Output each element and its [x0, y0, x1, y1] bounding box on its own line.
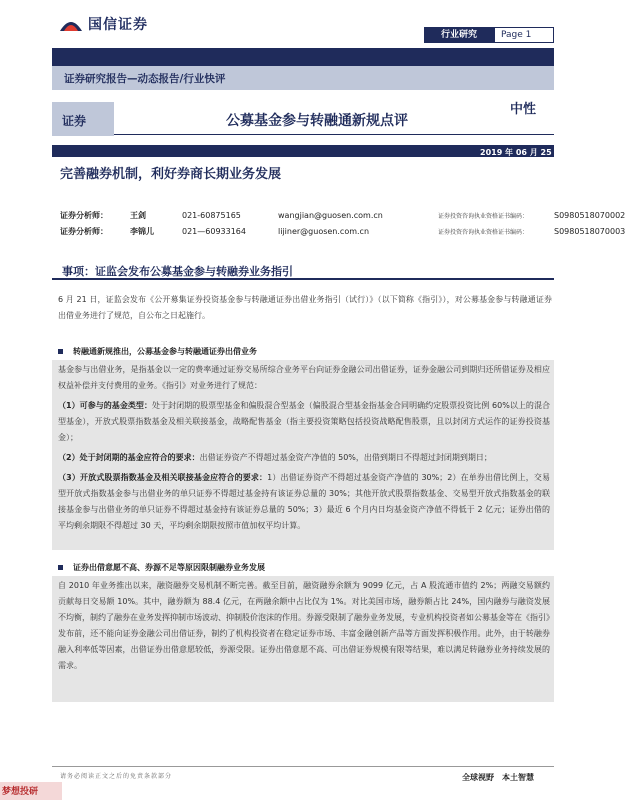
section1-p2 — [58, 398, 550, 446]
footer-disclaimer: 请务必阅读正文之后的免责条款部分 — [60, 773, 173, 780]
section1-p3 — [58, 450, 550, 466]
event-heading: 事项：证监会发布公募基金参与转融券业务指引 — [62, 265, 293, 278]
footer-divider — [52, 766, 554, 767]
headline: 完善融券机制，利好券商长期业务发展 — [60, 167, 282, 182]
analyst-role: 证券分析师： — [60, 227, 108, 236]
analyst-role: 证券分析师： — [60, 211, 108, 220]
brand-name: 国信证券 — [88, 17, 148, 33]
section2-title: 证券出借意愿不高、券源不足等原因限制融券业务发展 — [73, 563, 265, 572]
date-bar — [52, 145, 554, 157]
p3-label: （2）处于封闭期的基金应符合的要求： — [58, 453, 200, 462]
top-bar — [52, 48, 554, 66]
analyst-email[interactable]: wangjian@guosen.com.cn — [278, 211, 383, 220]
section1-body — [58, 362, 550, 534]
title-divider — [114, 134, 554, 135]
cert-number: S0980518070003 — [554, 227, 625, 236]
p2-label: （1）可参与的基金类型： — [58, 401, 152, 410]
analyst-row — [60, 226, 624, 237]
report-date: 2019 年 06 月 25 日 — [480, 148, 563, 157]
p4-label: （3）开放式股票指数基金及相关联接基金应符合的要求： — [58, 473, 268, 482]
report-category: 证券研究报告—动态报告/行业快评 — [64, 73, 226, 85]
section2-bullet — [58, 562, 265, 573]
cert-label: 证券投资咨询执业资格证书编码： — [438, 229, 529, 236]
event-intro: 6 月 21 日，证监会发布《公开募集证券投资基金参与转融通证券出借业务指引（试行）》（以下简称《指引》），对公募基金参与转融通证券出借业务进行了规范，自公布之日起施行。 — [58, 295, 552, 320]
cert-number: S0980518070002 — [554, 211, 625, 220]
report-title: 公募基金参与转融通新规点评 — [226, 113, 408, 129]
analyst-name: 王剑 — [130, 211, 146, 220]
company-logo — [58, 14, 148, 34]
report-type-badge: 行业研究 — [424, 27, 494, 43]
footer-slogan: 全球视野 本土智慧 — [462, 772, 534, 782]
logo-mark-icon — [58, 15, 84, 33]
analyst-name: 李锦儿 — [130, 227, 154, 236]
rating-label: 中性 — [510, 102, 537, 117]
analyst-phone: 021-60875165 — [182, 211, 241, 220]
page-number: Page 1 — [494, 27, 554, 43]
bullet-square-icon — [58, 349, 63, 354]
section1-bullet — [58, 346, 257, 357]
analyst-email[interactable]: lijiner@guosen.com.cn — [278, 227, 370, 236]
section1-p1: 基金参与出借业务，是指基金以一定的费率通过证券交易所综合业务平台向证券金融公司出借证券，证券金融公司到期归还所借证券及相应权益补偿并支付费用的业务。《指引》对业务进行了规范： — [58, 365, 550, 390]
analyst-row — [60, 210, 624, 221]
cert-label: 证券投资咨询执业资格证书编码： — [438, 213, 529, 220]
section1-p4 — [58, 470, 550, 534]
p3-text: 出借证券资产不得超过基金资产净值的 50%，出借到期日不得超过封闭期到期日； — [199, 453, 492, 462]
analyst-phone: 021—60933164 — [182, 227, 246, 236]
section1-title: 转融通新规推出，公募基金参与转融通证券出借业务 — [73, 347, 257, 356]
sector-label: 证券 — [62, 114, 87, 128]
bullet-square-icon — [58, 565, 63, 570]
watermark-text: 梦想投研 — [2, 787, 39, 797]
p4-text: 1）出借证券资产不得超过基金资产净值的 30%；2）在单券出借比例上，交易型开放式指数基金参与出借业务的单只证券不得超过基金持有该证券总量的 30%；其他开放式股票指数基金、交易型开放式指数基金的联接基金参与出借业务的单只证券不得超过基金持有该证券总量的 50%；3）最近 6 个月内日均基金资产净值不得低于 2 亿元；证券出借的平均剩余期限不得超过 30 天，平均剩余期限按照市值加权平均计算。 — [58, 473, 550, 530]
section2-body: 自 2010 年业务推出以来，融资融券交易机制不断完善。截至目前，融资融券余额为 9099 亿元，占 A 股流通市值约 2%；两融交易额约贡献每日交易额 10%。其中，融券额为 88.4 亿元，在两融余额中占比仅为 1%。对比美国市场，融券额占比 24%，国内融券与融资发展不均衡，制约了融券在业务发挥抑制市场波动、抑制股价泡沫的作用。券源受限制了融券业务发展，专业机构投资者如公募基金等在《指引》发布前，还不能向证券金融公司出借证券，制约了机构投资者在稳定证券市场、丰富金融创新产品等方面发挥积极作用。此外，由于转融券融入利率低等因素，出借证券出借意愿较低，券源受限。证券出借意愿不高、可出借证券规模有限等结果，难以满足转融券业务持续发展的需求。 — [58, 581, 550, 670]
p2-text: 处于封闭期的股票型基金和偏股混合型基金（偏股混合型基金指基金合同明确约定股票投资比例 60%以上的混合型基金），开放式股票指数基金及相关联接基金，战略配售基金（指主要投资策略包括投资战略配售股票，且以封闭方式运作的证券投资基金）； — [58, 401, 550, 442]
